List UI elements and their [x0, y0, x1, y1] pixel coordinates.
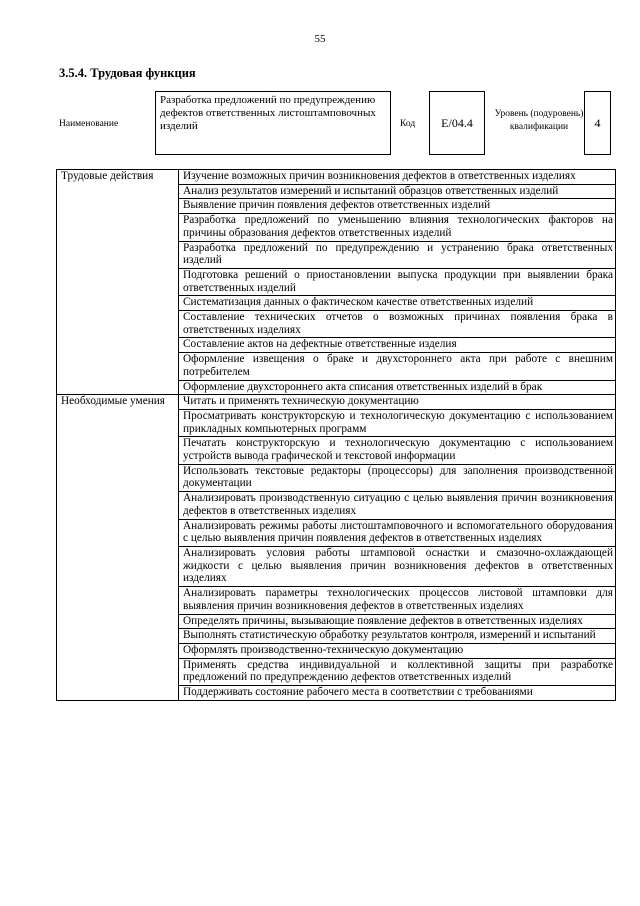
table-row — [57, 380, 616, 395]
category-cell — [57, 492, 179, 519]
function-name-box — [155, 91, 391, 155]
category-cell — [57, 184, 179, 199]
category-cell — [57, 214, 179, 241]
table-cell-item: Выполнять статистическую обработку результатов контроля, измерений и испытаний — [179, 629, 616, 644]
table-cell-item: Просматривать конструкторскую и технологическую документацию с использованием прикладных компьютерных программ — [179, 409, 616, 436]
table-row — [57, 686, 616, 701]
table-row — [57, 296, 616, 311]
category-cell — [57, 353, 179, 380]
table-row — [57, 214, 616, 241]
table-cell-item: Систематизация данных о фактическом качестве ответственных изделий — [179, 296, 616, 311]
table-row — [57, 409, 616, 436]
category-cell — [57, 268, 179, 295]
table-row — [57, 311, 616, 338]
table-row — [57, 464, 616, 491]
table-cell-item: Изучение возможных причин возникновения дефектов в ответственных изделиях — [179, 170, 616, 185]
qualification-level-box — [584, 91, 611, 155]
code-box — [429, 91, 485, 155]
table-cell-item: Определять причины, вызывающие появление дефектов в ответственных изделиях — [179, 614, 616, 629]
table-row — [57, 587, 616, 614]
name-label: Наименование — [59, 119, 119, 129]
table-row — [57, 492, 616, 519]
table-row — [57, 395, 616, 410]
category-cell — [57, 546, 179, 586]
category-cell — [57, 199, 179, 214]
table-row — [57, 614, 616, 629]
table-row — [57, 338, 616, 353]
table-cell-item: Оформлять производственно-техническую документацию — [179, 643, 616, 658]
category-label: Необходимые умения — [57, 395, 179, 410]
table-cell-item: Печатать конструкторскую и технологическую документацию с использованием устройств вывода графической и текстовой информации — [179, 437, 616, 464]
qualification-level-value: 4 — [594, 115, 601, 130]
category-cell — [57, 587, 179, 614]
table-cell-item: Разработка предложений по уменьшению влияния технологических факторов на причины образования дефектов ответственных изделий — [179, 214, 616, 241]
code-label: Код — [400, 119, 416, 129]
category-cell — [57, 338, 179, 353]
table-cell-item: Оформление двухстороннего акта списания ответственных изделий в брак — [179, 380, 616, 395]
category-cell — [57, 464, 179, 491]
table-cell-item: Читать и применять техническую документацию — [179, 395, 616, 410]
table-row — [57, 170, 616, 185]
table-cell-item: Разработка предложений по предупреждению и устранению брака ответственных изделий — [179, 241, 616, 268]
category-cell — [57, 296, 179, 311]
labor-function-table — [56, 169, 616, 701]
table-row — [57, 241, 616, 268]
table-row — [57, 546, 616, 586]
table-row — [57, 658, 616, 685]
table-cell-item: Анализировать режимы работы листоштамповочного и вспомогательного оборудования с целью выявления причин появления дефектов в ответственных изделиях — [179, 519, 616, 546]
table-row — [57, 519, 616, 546]
table-cell-item: Оформление извещения о браке и двухстороннего акта при работе с внешним потребителем — [179, 353, 616, 380]
table-row — [57, 184, 616, 199]
category-cell — [57, 686, 179, 701]
category-cell — [57, 658, 179, 685]
table-row — [57, 643, 616, 658]
table-cell-item: Составление технических отчетов о возможных причинах появления брака в ответственных изделиях — [179, 311, 616, 338]
table-cell-item: Анализировать производственную ситуацию с целью выявления причин возникновения дефектов в ответственных изделиях — [179, 492, 616, 519]
category-cell — [57, 643, 179, 658]
category-cell — [57, 519, 179, 546]
category-cell — [57, 311, 179, 338]
table-cell-item: Анализ результатов измерений и испытаний образцов ответственных изделий — [179, 184, 616, 199]
table-cell-item: Анализировать параметры технологических процессов листовой штамповки для выявления причин возникновения дефектов в ответственных изделиях — [179, 587, 616, 614]
category-cell — [57, 241, 179, 268]
qualification-level-label: Уровень (подуровень) квалификации — [494, 109, 584, 132]
table-row — [57, 629, 616, 644]
category-cell — [57, 437, 179, 464]
category-cell — [57, 380, 179, 395]
table-cell-item: Использовать текстовые редакторы (процессоры) для заполнения производственной документации — [179, 464, 616, 491]
code-value: E/04.4 — [441, 115, 473, 130]
table-cell-item: Подготовка решений о приостановлении выпуска продукции при выявлении брака ответственных изделий — [179, 268, 616, 295]
category-cell — [57, 409, 179, 436]
category-cell — [57, 614, 179, 629]
section-title: 3.5.4. Трудовая функция — [59, 66, 196, 80]
table-row — [57, 199, 616, 214]
table-cell-item: Поддерживать состояние рабочего места в соответствии с требованиями — [179, 686, 616, 701]
table-cell-item: Составление актов на дефектные ответственные изделия — [179, 338, 616, 353]
page-number: 55 — [314, 33, 326, 45]
table-row — [57, 268, 616, 295]
table-row — [57, 353, 616, 380]
table-cell-item: Выявление причин появления дефектов ответственных изделий — [179, 199, 616, 214]
category-cell — [57, 629, 179, 644]
table-cell-item: Анализировать условия работы штамповой оснастки и смазочно-охлаждающей жидкости с целью выявления причин возникновения дефектов в ответственных изделиях — [179, 546, 616, 586]
function-name-value: Разработка предложений по предупреждению дефектов ответственных листоштамповочных изделий — [160, 94, 376, 132]
category-label: Трудовые действия — [57, 170, 179, 185]
table-row — [57, 437, 616, 464]
table-cell-item: Применять средства индивидуальной и коллективной защиты при разработке предложений по предупреждению дефектов ответственных изделий — [179, 658, 616, 685]
